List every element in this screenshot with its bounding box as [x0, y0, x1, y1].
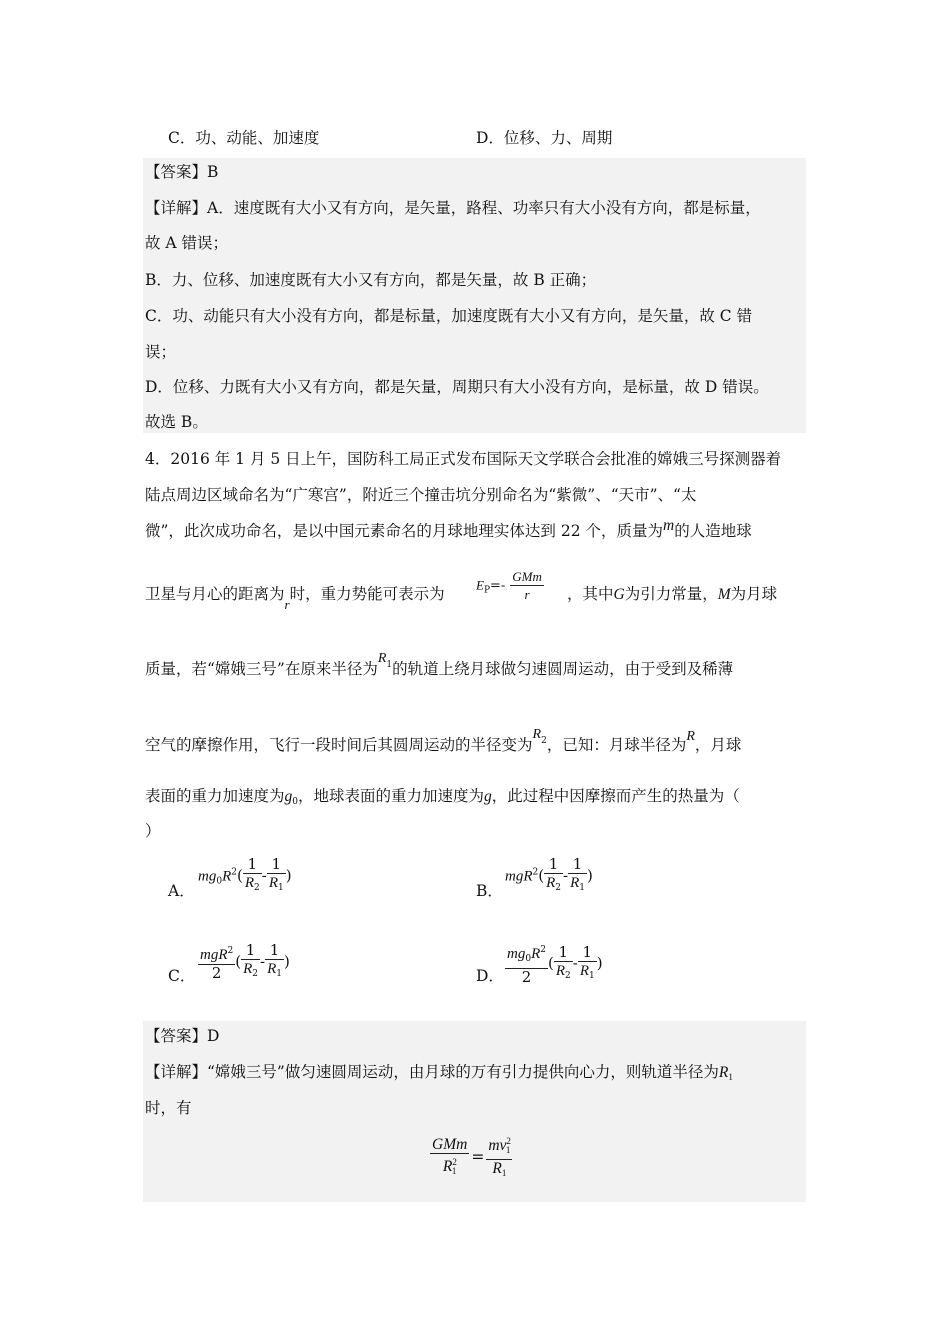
- answer-line-2: 【答案】D: [145, 1027, 220, 1045]
- question-line: 空气的摩擦作用，飞行一段时间后其圆周运动的半径变为$R^2$，已知：月球半径为R，月球: [145, 727, 742, 754]
- explanation-line: 误；: [145, 343, 177, 361]
- explanation-line: D．位移、力既有大小又有方向，都是矢量，周期只有大小没有方向，是标量，故 D 错误。: [145, 378, 769, 396]
- gravitation-equation: $\frac{\text{GMm}}{R^2_1}$ = $\frac{mv^2_1}{R_1}$: [430, 1133, 512, 1182]
- option-c-prev: C．功、动能、加速度: [168, 129, 320, 147]
- question-line: 质量，若“嫦娥三号”在原来半径为$R^1$的轨道上绕月球做匀速圆周运动，由于受到及稀薄: [145, 651, 734, 678]
- explanation-line: 【详解】A．速度既有大小又有方向，是矢量，路程、功率只有大小没有方向，都是标量，: [145, 199, 761, 217]
- option-a-formula: $mg_0R^2$( $\frac{1}{R_2}$ - $\frac{1}{R_1}$ ): [198, 855, 292, 893]
- question-line: ）: [145, 822, 161, 840]
- potential-energy-formula: $E_P=-$ $\frac{\text{GMm}}{r}$: [476, 569, 542, 602]
- option-c-label: C．: [168, 967, 196, 985]
- option-d-formula: $\frac{mg_0R^2}{2}$ ( $\frac{1}{R_2}$ - $\frac{1}{R_1}$ ): [507, 942, 603, 986]
- explanation-line: 故 A 错误；: [145, 234, 229, 252]
- question-line: 微”，此次成功命名，是以中国元素命名的月球地理实体达到 22 个，质量为m的人造地球: [145, 517, 752, 540]
- question-line: 陆点周边区域命名为“广寒宫”，附近三个撞击坑分别命名为“紫微”、“天市”、“太: [145, 486, 697, 504]
- question-line: 4．2016 年 1 月 5 日上午，国防科工局正式发布国际天文学联合会批准的嫦娥三号探测器着: [145, 450, 782, 468]
- option-d-label: D．: [476, 967, 504, 985]
- explanation-line: B．力、位移、加速度既有大小又有方向，都是矢量，故 B 正确；: [145, 271, 597, 289]
- explanation-line: 故选 B。: [145, 413, 208, 431]
- explanation-line: 时，有: [145, 1099, 192, 1117]
- option-a-label: A．: [168, 882, 195, 900]
- option-b-formula: mgR$^2$( $\frac{1}{R_2}$ - $\frac{1}{R_1}$ ): [505, 855, 593, 893]
- option-d-prev: D．位移、力、周期: [476, 129, 613, 147]
- explanation-line: C．功、动能只有大小没有方向，都是标量，加速度既有大小又有方向，是矢量，故 C 错: [145, 307, 753, 325]
- answer-line-1: 【答案】B: [145, 163, 219, 181]
- option-b-label: B．: [476, 882, 503, 900]
- option-c-formula: $\frac{mgR^2}{2}$ ( $\frac{1}{R_2}$ - $\frac{1}{R_1}$ ): [200, 941, 290, 982]
- question-line-potential-energy: 卫星与月心的距离为$_r$时，重力势能可表示为: [145, 585, 445, 612]
- explanation-line: 【详解】“嫦娥三号”做匀速圆周运动，由月球的万有引力提供向心力，则轨道半径为$R_1$: [145, 1063, 733, 1082]
- question-line: 表面的重力加速度为$g_0$，地球表面的重力加速度为g，此过程中因摩擦而产生的热量为（: [145, 787, 740, 807]
- question-line-constants: ，其中G为引力常量，M为月球: [567, 585, 778, 603]
